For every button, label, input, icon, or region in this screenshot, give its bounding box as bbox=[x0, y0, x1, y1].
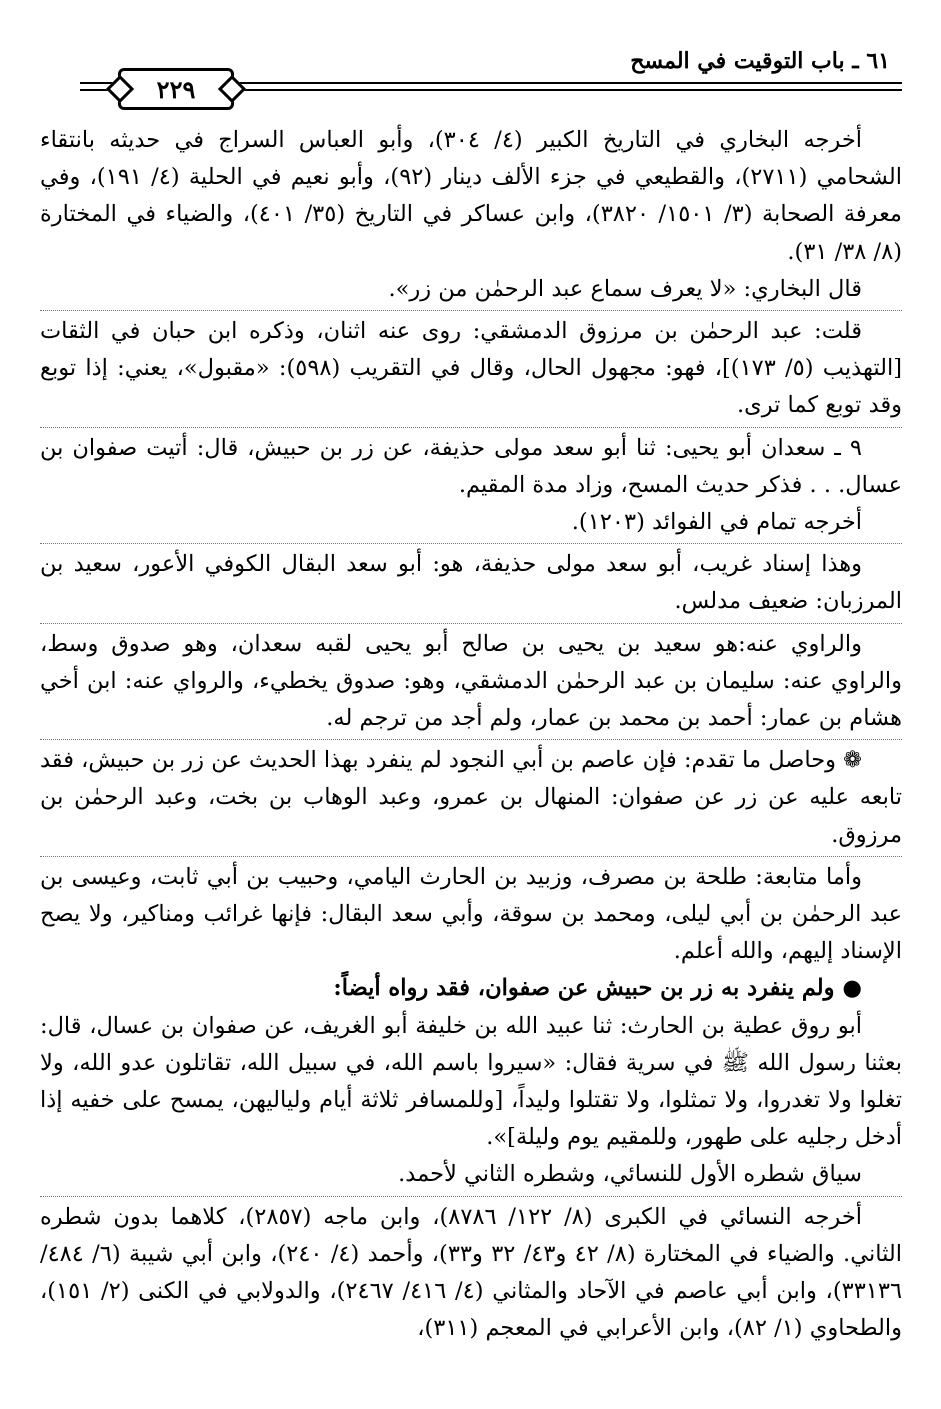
divider bbox=[40, 543, 902, 544]
divider bbox=[40, 856, 902, 857]
page-header bbox=[40, 30, 902, 108]
chapter-title: ٦١ ـ باب التوقيت في المسح bbox=[630, 48, 890, 74]
header-rule bbox=[190, 89, 902, 91]
header-rule bbox=[190, 82, 902, 84]
paragraph: والراوي عنه:هو سعيد بن يحيى بن صالح أبو يحيى لقبه سعدان، وهو صدوق وسط، والراوي عنه: سليمان بن عبد الرحمٰن الدمشقي، وهو: صدوق يخطيء، والرواي عنه: ابن أخي هشام بن عمار: أحمد بن محمد بن عمار، ولم أجد من ترجم له. bbox=[40, 630, 902, 732]
paragraph: أخرجه تمام في الفوائد (١٢٠٣). bbox=[571, 509, 862, 536]
paragraph: قلت: عبد الرحمٰن بن مرزوق الدمشقي: روى عنه اثنان، وذكره ابن حبان في الثقات [التهذيب (٥/ ١٧٣)]، فهو: مجهول الحال، وقال في التقريب (٥٩٨): «مقبول»، يعني: إذا توبع وقد توبع كما ترى. bbox=[40, 318, 903, 419]
book-page bbox=[40, 30, 902, 1390]
paragraph: قال البخاري: «لا يعرف سماع عبد الرحمٰن من زر». bbox=[388, 275, 862, 302]
paragraph: أخرجه النسائي في الكبرى (٨/ ١٢٢/ ٨٧٨٦)، وابن ماجه (٢٨٥٧)، كلاهما بدون شطره الثاني. والضياء في المختارة (٨/ ٤٢ و٤٣/ ٣٢ و٣٣)، وأحمد (٤/ ٢٤٠)، وابن أبي شيبة (٦/ ٤٨٤/ ٣٣١٣٦)، وابن أبي عاصم في الآحاد والمثاني (٤/ ٤١٦/ ٢٤٦٧)، والدولابي في الكنى (٢/ ١٥١)، والطحاوي (١/ ٨٢)، وابن الأعرابي في المعجم (٣١١)، bbox=[40, 1203, 903, 1342]
page-body bbox=[40, 122, 902, 1348]
paragraph: وهذا إسناد غريب، أبو سعد مولى حذيفة، هو: أبو سعد البقال الكوفي الأعور، سعيد بن المرزبان: ضعيف مدلس. bbox=[40, 551, 902, 615]
page-number-badge: ٢٢٩ bbox=[118, 68, 234, 110]
paragraph: ٩ ـ سعدان أبو يحيى: ثنا أبو سعد مولى حذيفة، عن زر بن حبيش، قال: أتيت صفوان بن عسال. . . فذكر حديث المسح، وزاد مدة المقيم. bbox=[40, 434, 902, 498]
divider bbox=[40, 623, 902, 624]
divider bbox=[40, 310, 902, 311]
paragraph: ❁ وحاصل ما تقدم: فإن عاصم بن أبي النجود لم ينفرد بهذا الحديث عن زر بن حبيش، فقد تابعه عليه عن زر عن صفوان: المنهال بن عمرو، وعبد الوهاب بن بخت، وعبد الرحمٰن بن مرزوق. bbox=[40, 747, 902, 848]
divider bbox=[40, 739, 902, 740]
paragraph: أخرجه البخاري في التاريخ الكبير (٤/ ٣٠٤)، وأبو العباس السراج في حديثه بانتقاء الشحامي (٢٧١١)، والقطيعي في جزء الألف دينار (٩٢)، وأبو نعيم في الحلية (٤/ ١٩١)، وفي معرفة الصحابة (٣/ ١٥٠١/ ٣٨٢٠)، وابن عساكر في التاريخ (٣٥/ ٤٠١)، والضياء في المختارة (٨/ ٣٨/ ٣١). bbox=[40, 127, 902, 265]
paragraph: سياق شطره الأول للنسائي، وشطره الثاني لأحمد. bbox=[398, 1161, 862, 1188]
divider bbox=[40, 427, 902, 428]
divider bbox=[40, 1196, 902, 1197]
paragraph: أبو روق عطية بن الحارث: ثنا عبيد الله بن خليفة أبو الغريف، عن صفوان بن عسال، قال: بعثنا رسول الله ﷺ في سرية فقال: «سيروا باسم الله، في سبيل الله، تقاتلون عدو الله، ولا تغلوا ولا تغدروا، ولا تمثلوا، ولا تقتلوا وليداً، [وللمسافر ثلاثة أيام ولياليهن، يمسح على خفيه إذا أدخل رجليه على طهور، وللمقيم يوم وليلة]». bbox=[40, 1012, 902, 1151]
paragraph: ● ولم ينفرد به زر بن حبيش عن صفوان، فقد رواه أيضاً: bbox=[333, 975, 862, 1002]
paragraph: وأما متابعة: طلحة بن مصرف، وزبيد بن الحارث اليامي، وحبيب بن أبي ثابت، وعيسى بن عبد الرحمٰن بن أبي ليلى، ومحمد بن سوقة، وأبي سعد البقال: فإنها غرائب ومناكير، ولا يصح الإسناد إليهم، والله أعلم. bbox=[40, 863, 902, 965]
